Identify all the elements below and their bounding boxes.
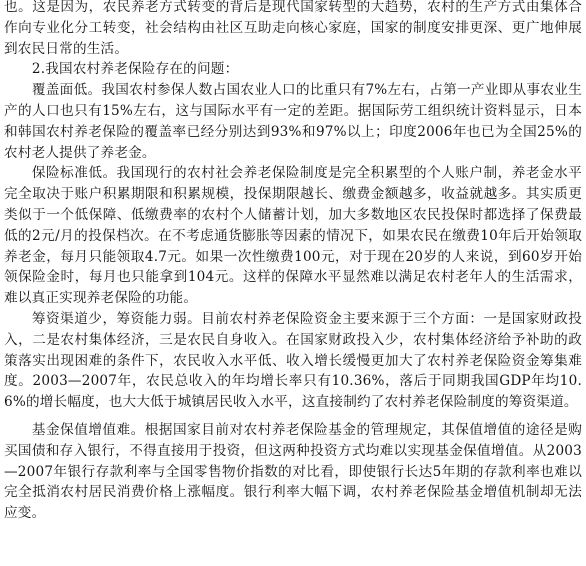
section-heading: 2.我国农村养老保险存在的问题： bbox=[31, 61, 239, 78]
paragraph-fund-value: 基金保值增值难。根据国家目前对农村养老保险基金的管理规定，其保值增值的途径是购买国债和存入银行，不得直接用于投资，但这两种投资方式均难以实现基金保值增值。从2003—2007年银行存款利率与全国零售物价指数的对比看，即使银行长达5年期的存款利率也难以完全抵消农村居民消费价格上涨幅度。银行利率大幅下调，农村养老保险基金增值机制却无法应变。 bbox=[4, 421, 582, 522]
paragraph-standard: 保险标准低。我国现行的农村社会养老保险制度是完全积累型的个人账户制，养老金水平完全取决于账户积累期限和积累规模，投保期限越长、缴费金额越多，收益就越多。其实质更类似于一个低保障、低缴费率的农村个人储蓄计划，加大多数地区农民投保时都选择了保费最低的2元/月的投保档次。在不考虑通货膨胀等因素的情况下，如果农民在缴费10年后开始领取养老金，每月只能领取4.7元。如果一次性缴费100元，对于现在20岁的人来说，到60岁开始领保险金时，每月也只能拿到104元。这样的保障水平显然难以满足农村老年人的生活需求，难以真正实现养老保险的功能。 bbox=[4, 165, 582, 307]
paragraph-intro: 也。这是因为，农民养老方式转变的背后是现代国家转型的大趋势，农村的生产方式由集体合作向专业化分工转变，社会结构由社区互助走向核心家庭，国家的制度安排更深、更广地伸展到农民日常的生活。 bbox=[4, 0, 582, 57]
paragraph-funding: 筹资渠道少，筹资能力弱。目前农村养老保险资金主要来源于三个方面：一是国家财政投入，二是农村集体经济，三是农民自身收入。在国家财政投入少，农村集体经济给予补助的政策落实出现困难的条件下，农民收入水平低、收入增长缓慢更加大了农村养老保险资金筹集难度。2003—2007年，农民总收入的年均增长率只有10.36%，落后于同期我国GDP年均10.6%的增长幅度，也大大低于城镇居民收入水平，这直接制约了农村养老保险制度的筹资渠道。 bbox=[4, 310, 582, 411]
paragraph-coverage: 覆盖面低。我国农村参保人数占国农业人口的比重只有7%左右，占第一产业即从事农业生产的人口也只有15%左右，这与国际水平有一定的差距。据国际劳工组织统计资料显示，日本和韩国农村养老保险的覆盖率已经分别达到93%和97%以上；印度2006年也已为全国25%的农村老人提供了养老金。 bbox=[4, 82, 582, 161]
